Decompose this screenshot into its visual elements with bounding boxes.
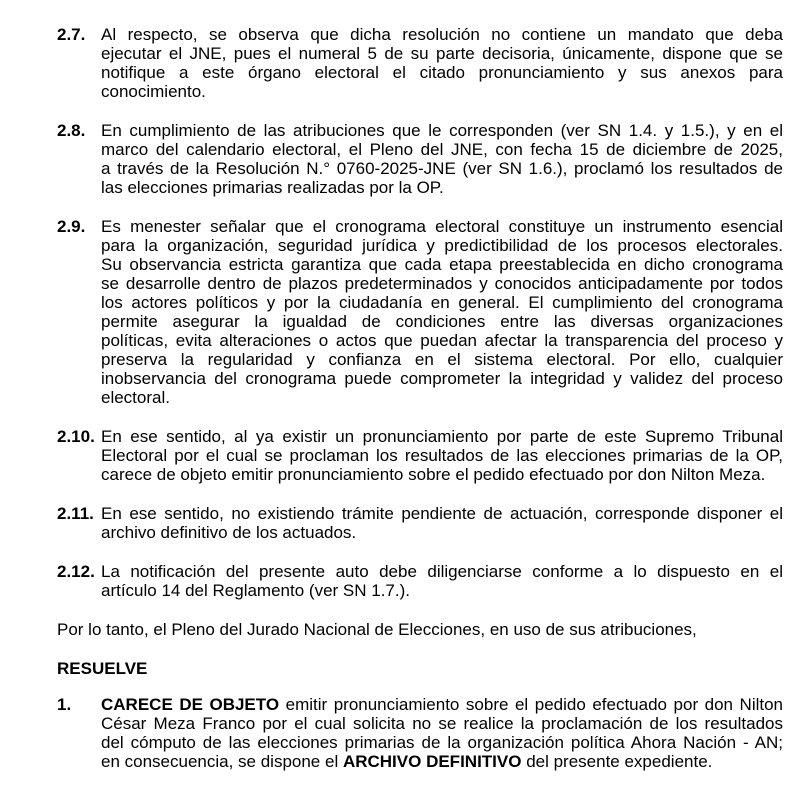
paragraph-number: 2.12. [57, 562, 95, 581]
text-segment: en consecuencia, se dispone el [101, 752, 343, 771]
text-line [101, 331, 783, 350]
text-line [101, 44, 783, 63]
text-segment: para la organización, seguridad jurídica y predictibilidad de los procesos electorales. [101, 236, 783, 255]
paragraph-body [101, 427, 783, 484]
paragraph-number: 2.9. [57, 217, 86, 236]
text-segment: La notificación del presente auto debe diligenciarse conforme a lo dispuesto en el [101, 562, 783, 581]
text-line [101, 236, 783, 255]
numbered-paragraph [57, 427, 783, 484]
text-segment: a través de la Resolución N.° 0760-2025-JNE (ver SN 1.6.), proclamó los resultados de [101, 159, 783, 178]
text-segment: del cómputo de las elecciones primarias de la organización política Ahora Nación - AN; [101, 733, 783, 752]
text-segment: del presente expediente. [521, 752, 713, 771]
text-segment: En cumplimiento de las atribuciones que le corresponden (ver SN 1.4. y 1.5.), y en el [101, 121, 783, 140]
text-line [101, 121, 783, 140]
text-line [101, 255, 783, 274]
text-line [101, 523, 783, 542]
numbered-paragraph [57, 25, 783, 101]
paragraph-body [101, 217, 783, 407]
text-segment: marco del calendario electoral, el Pleno del JNE, con fecha 15 de diciembre de 2025, [101, 140, 783, 159]
paragraph-number: 2.7. [57, 25, 86, 44]
text-line [101, 312, 783, 331]
numbered-paragraph [57, 217, 783, 407]
text-segment: En ese sentido, no existiendo trámite pendiente de actuación, corresponde disponer el [101, 504, 783, 523]
numbered-paragraph [57, 121, 783, 197]
text-segment: archivo definitivo de los actuados. [101, 523, 357, 542]
text-segment: Es menester señalar que el cronograma electoral constituye un instrumento esencial [101, 217, 783, 236]
text-line [101, 293, 783, 312]
text-line [101, 504, 783, 523]
text-line [101, 388, 783, 407]
text-line [101, 752, 783, 771]
text-segment: los actores políticos y por la ciudadanía en general. El cumplimiento del cronograma [101, 293, 783, 312]
text-line [101, 733, 783, 752]
paragraph-body [101, 562, 783, 600]
text-line [101, 427, 783, 446]
text-segment: emitir pronunciamiento sobre el pedido efectuado por don Nilton [285, 695, 784, 714]
paragraph-body [101, 25, 783, 101]
text-segment: César Meza Franco por el cual solicita no se realice la proclamación de los resultados [101, 714, 783, 733]
text-segment: conocimiento. [101, 82, 206, 101]
text-segment: Electoral por el cual se proclaman los resultados de las elecciones primarias de la OP, [101, 446, 783, 465]
text-segment: Al respecto, se observa que dicha resolución no contiene un mandato que deba [101, 25, 783, 44]
text-segment: notifique a este órgano electoral el citado pronunciamiento y sus anexos para [101, 63, 783, 82]
text-segment: se desarrolle dentro de plazos predeterminados y conocidos anticipadamente por todos [101, 274, 783, 293]
text-segment: Su observancia estricta garantiza que cada etapa preestablecida en dicho cronograma [101, 255, 783, 274]
text-line [101, 63, 783, 82]
bold-text-segment: CARECE DE OBJETO [101, 695, 286, 714]
text-segment: artículo 14 del Reglamento (ver SN 1.7.). [101, 581, 410, 600]
text-line [101, 714, 783, 733]
resolution-items [57, 695, 783, 771]
resolve-heading: RESUELVE [57, 659, 148, 678]
text-line [101, 581, 783, 600]
paragraph-body [101, 121, 783, 197]
text-segment: electoral. [101, 388, 170, 407]
text-segment: permite asegurar la igualdad de condiciones entre las diversas organizaciones [101, 312, 783, 331]
paragraph-number: 2.11. [57, 504, 94, 523]
paragraph-number: 2.8. [57, 121, 86, 140]
closing-statement: Por lo tanto, el Pleno del Jurado Nacional de Elecciones, en uso de sus atribuciones, [57, 620, 697, 639]
paragraph-body [101, 504, 783, 542]
text-line [101, 274, 783, 293]
text-segment: las elecciones primarias realizadas por la OP. [101, 178, 444, 197]
text-segment: inobservancia del cronograma puede comprometer la integridad y validez del proceso [101, 369, 783, 388]
text-line [101, 695, 783, 714]
numbered-paragraphs [57, 25, 783, 600]
text-segment: carece de objeto emitir pronunciamiento sobre el pedido efectuado por don Nilton Meza. [101, 465, 766, 484]
numbered-paragraph [57, 562, 783, 600]
text-line [101, 82, 783, 101]
text-line [101, 25, 783, 44]
text-segment: preserva la regularidad y confianza en el sistema electoral. Por ello, cualquier [101, 350, 783, 369]
numbered-paragraph [57, 504, 783, 542]
paragraph-body [101, 695, 783, 771]
text-segment: En ese sentido, al ya existir un pronunciamiento por parte de este Supremo Tribunal [101, 427, 783, 446]
bold-text-segment: ARCHIVO DEFINITIVO [342, 752, 522, 771]
numbered-paragraph [57, 695, 783, 771]
text-line [101, 140, 783, 159]
paragraph-number: 1. [57, 695, 72, 714]
text-line [101, 159, 783, 178]
text-line [101, 178, 783, 197]
text-segment: ejecutar el JNE, pues el numeral 5 de su parte decisoria, únicamente, dispone que se [101, 44, 783, 63]
text-line [101, 562, 783, 581]
text-line [101, 369, 783, 388]
text-segment: políticas, evita alteraciones o actos que puedan afectar la transparencia del proceso y [101, 331, 783, 350]
text-line [101, 350, 783, 369]
paragraph-number: 2.10. [57, 427, 95, 446]
text-line [101, 465, 783, 484]
text-line [101, 446, 783, 465]
text-line [101, 217, 783, 236]
